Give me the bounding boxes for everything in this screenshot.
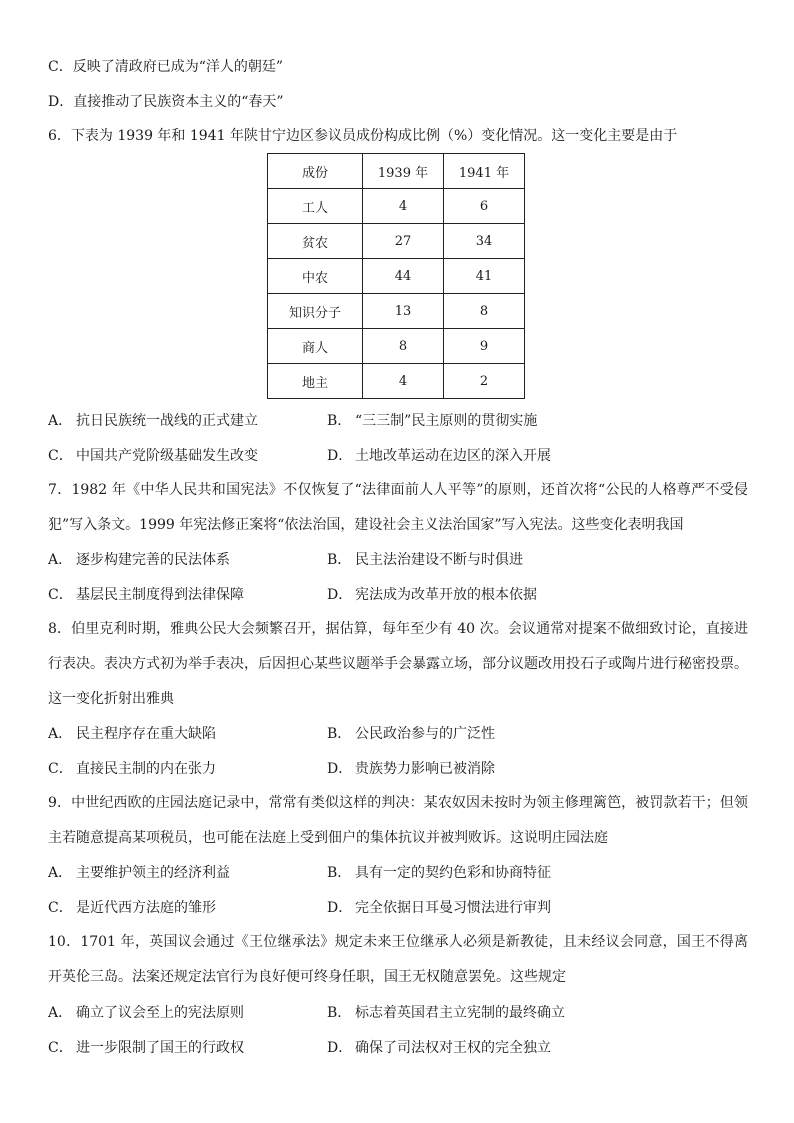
table-cell: 34: [444, 224, 525, 259]
q10-option-d: [327, 1038, 551, 1058]
option-text: “三三制”民主原则的贯彻实施: [355, 413, 538, 429]
option-text: 标志着英国君主立宪制的最终确立: [355, 1005, 565, 1021]
option-text: 土地改革运动在边区的深入开展: [355, 448, 551, 464]
table-cell: 地主: [268, 364, 363, 399]
table-cell: 13: [363, 294, 444, 329]
option-letter: D．: [327, 587, 353, 603]
option-letter: D．: [327, 761, 353, 777]
table-cell: 8: [363, 329, 444, 364]
option-letter: B．: [327, 1005, 352, 1021]
table-row: [268, 189, 525, 224]
option-letter: B．: [327, 865, 352, 881]
q10-stem: 10．1701 年，英国议会通过《王位继承法》规定未来王位继承人必须是新教徒，且未经议会同意，国王不得离开英伦三岛。法案还规定法官行为良好便可终身任职，国王无权随意罢免。这些规定: [48, 934, 748, 985]
q8-option-c: [48, 759, 216, 779]
option-text: 抗日民族统一战线的正式建立: [76, 413, 258, 429]
option-letter: D．: [327, 900, 353, 916]
option-text: 主要维护领主的经济利益: [76, 865, 230, 881]
table-cell: 贫农: [268, 224, 363, 259]
table-cell: 8: [444, 294, 525, 329]
q9-option-d: [327, 898, 551, 918]
option-text: 进一步限制了国王的行政权: [76, 1040, 244, 1056]
table-row: [268, 224, 525, 259]
q9-option-b: [327, 863, 551, 883]
option-text: 确保了司法权对王权的完全独立: [355, 1040, 551, 1056]
q7-stem: 7．1982 年《中华人民共和国宪法》不仅恢复了“法律面前人人平等”的原则，还首次将“公民的人格尊严不受侵犯”写入条文。1999 年宪法修正案将“依法治国，建设社会主义法治国家”写入宪法。这些变化表明我国: [48, 482, 748, 533]
option-letter: C．: [48, 59, 73, 75]
option-letter: D．: [327, 1040, 353, 1056]
table-cell: 41: [444, 259, 525, 294]
option-text: 确立了议会至上的宪法原则: [76, 1005, 244, 1021]
table-header-cell: 1939 年: [363, 154, 444, 189]
q9-stem: 9．中世纪西欧的庄园法庭记录中，常常有类似这样的判决：某农奴因未按时为领主修理篱笆，被罚款若干；但领主若随意提高某项税员，也可能在法庭上受到佃户的集体抗议并被判败诉。这说明庄园法庭: [48, 795, 748, 846]
q8-option-a: [48, 724, 216, 744]
q10-option-b: [327, 1003, 565, 1023]
table-cell: 工人: [268, 189, 363, 224]
option-text: 完全依据日耳曼习惯法进行审判: [355, 900, 551, 916]
table-cell: 6: [444, 189, 525, 224]
q9-option-c: [48, 898, 216, 918]
table-cell: 9: [444, 329, 525, 364]
option-letter: C．: [48, 587, 73, 603]
q6-stem: 6．下表为 1939 年和 1941 年陕甘宁边区参议员成份构成比例（%）变化情况。这一变化主要是由于: [48, 128, 678, 144]
option-text: 基层民主制度得到法律保障: [76, 587, 244, 603]
table-row: [268, 294, 525, 329]
table-cell: 2: [444, 364, 525, 399]
q6-options-row-2: [48, 446, 748, 466]
option-text: 宪法成为改革开放的根本依据: [355, 587, 537, 603]
option-letter: A．: [48, 1005, 73, 1021]
table-header-cell: 1941 年: [444, 154, 525, 189]
q7-option-a: [48, 550, 230, 570]
q7-options-row-2: [48, 585, 748, 605]
option-letter: A．: [48, 865, 73, 881]
table-cell: 商人: [268, 329, 363, 364]
option-letter: C．: [48, 1040, 73, 1056]
q7-option-c: [48, 585, 244, 605]
table-header-row: [268, 154, 525, 189]
option-text: 直接推动了民族资本主义的“春天”: [73, 94, 284, 110]
q8-options-row-2: [48, 759, 748, 779]
option-text: 中国共产党阶级基础发生改变: [76, 448, 258, 464]
q6-option-c: [48, 446, 258, 466]
q8-option-d: [327, 759, 495, 779]
q9-options-row-1: [48, 863, 748, 883]
q9-option-a: [48, 863, 230, 883]
option-letter: C．: [48, 761, 73, 777]
q6-option-b: [327, 411, 537, 431]
table-cell: 44: [363, 259, 444, 294]
table-cell: 4: [363, 364, 444, 399]
table-cell: 知识分子: [268, 294, 363, 329]
table-cell: 中农: [268, 259, 363, 294]
q6-option-a: [48, 411, 258, 431]
option-text: 贵族势力影响已被消除: [355, 761, 495, 777]
q10-options-row-2: [48, 1038, 748, 1058]
option-letter: B．: [327, 413, 352, 429]
q10-option-a: [48, 1003, 244, 1023]
q6-options-row-1: [48, 411, 748, 431]
option-letter: D．: [327, 448, 353, 464]
option-text: 直接民主制的内在张力: [76, 761, 216, 777]
q6-data-table: [267, 153, 525, 399]
option-text: 具有一定的契约色彩和协商特征: [355, 865, 551, 881]
q10-option-c: [48, 1038, 244, 1058]
q5-option-d: [48, 92, 284, 112]
option-letter: D．: [48, 94, 74, 110]
option-letter: B．: [327, 552, 352, 568]
q7-option-d: [327, 585, 537, 605]
option-letter: A．: [48, 552, 73, 568]
option-letter: A．: [48, 413, 73, 429]
q10-options-row-1: [48, 1003, 748, 1023]
q7-option-b: [327, 550, 523, 570]
option-letter: C．: [48, 448, 73, 464]
table-row: [268, 364, 525, 399]
option-text: 反映了清政府已成为“洋人的朝廷”: [72, 59, 284, 75]
q5-option-c: [48, 57, 283, 77]
table-header-cell: 成份: [268, 154, 363, 189]
q8-stem: 8．伯里克利时期，雅典公民大会频繁召开，据估算，每年至少有 40 次。会议通常对提案不做细致讨论，直接进行表决。表决方式初为举手表决，后因担心某些议题举手会暴露立场，部分议题改用投石子或陶片进行秘密投票。这一变化折射出雅典: [48, 621, 748, 707]
table-cell: 4: [363, 189, 444, 224]
option-letter: A．: [48, 726, 73, 742]
option-text: 民主程序存在重大缺陷: [76, 726, 216, 742]
option-text: 民主法治建设不断与时俱进: [355, 552, 523, 568]
option-text: 是近代西方法庭的雏形: [76, 900, 216, 916]
table-row: [268, 259, 525, 294]
q8-option-b: [327, 724, 495, 744]
table-row: [268, 329, 525, 364]
option-text: 逐步构建完善的民法体系: [76, 552, 230, 568]
q8-options-row-1: [48, 724, 748, 744]
option-text: 公民政治参与的广泛性: [355, 726, 495, 742]
table-cell: 27: [363, 224, 444, 259]
q6-option-d: [327, 446, 551, 466]
option-letter: B．: [327, 726, 352, 742]
option-letter: C．: [48, 900, 73, 916]
q7-options-row-1: [48, 550, 748, 570]
q9-options-row-2: [48, 898, 748, 918]
